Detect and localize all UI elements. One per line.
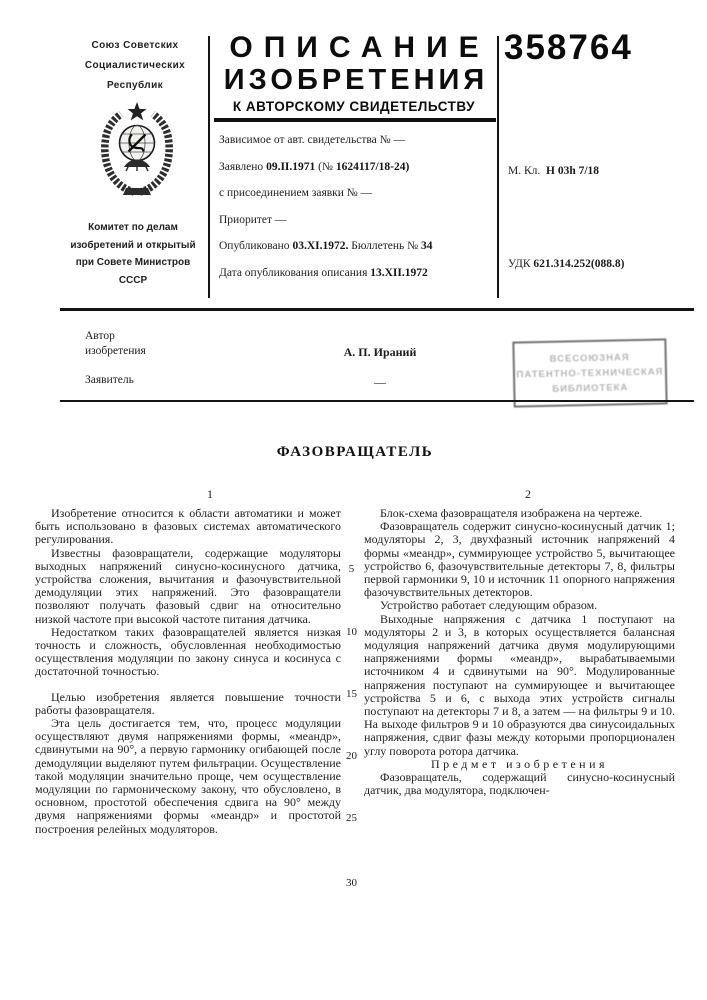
column-2-marker: 2 — [525, 487, 531, 501]
patent-number: 358764 — [504, 28, 633, 67]
gutter-line-number: 30 — [346, 877, 357, 889]
applicant-label: Заявитель — [85, 374, 134, 386]
paragraph: Целью изобретения является повышение точности работы фазовращателя. — [35, 689, 341, 717]
paragraph: Недостатком таких фазовращателей является низкая точность и сложность, обусловленная необходимостью осуществления модуляции по закону синуса и косинуса с достаточной точностью. — [35, 624, 341, 679]
gutter-line-number: 10 — [346, 626, 357, 638]
union-name — [50, 36, 220, 96]
committee-line: Комитет по делам — [88, 222, 178, 233]
horizontal-rule-top — [60, 308, 694, 311]
paragraph: Изобретение относится к области автоматики и может быть использовано в фазовых системах автоматического регулирования. — [35, 506, 341, 547]
committee-line: изобретений и открытый — [70, 239, 196, 251]
claims-heading: Предмет изобретения — [430, 756, 609, 771]
biblio-line-filed: Заявлено 09.II.1971 (№ 1624117/18-24) — [219, 160, 410, 173]
paragraph: Эта цель достигается тем, что, процесс модуляции осуществляют двумя напряжениями формы, «меандр», сдвинутыми на 90°, а первую гармонику огибающей после демодуляции выделяют путем фильтрации. Осуществление такой модуляции значительно проще, чем осуществление модуляции по гармоническому закону, что обусловлено, в основном, простотой обеспечения сдвига на 90° между двумя напряжениями формы «меандр» и простотой построения релейных модуляторов. — [35, 716, 341, 836]
stamp-line: БИБЛИОТЕКА — [552, 381, 629, 395]
ussr-coat-of-arms-icon — [95, 101, 179, 202]
invention-title: ФАЗОВРАЩАТЕЛЬ — [276, 444, 434, 460]
library-stamp — [512, 338, 667, 407]
biblio-line-joined-application: с присоединением заявки № — — [219, 187, 373, 199]
paragraph: Устройство работает следующим образом. — [380, 598, 598, 613]
committee-line: СССР — [118, 274, 148, 286]
committee-line: при Совете Министров — [75, 257, 191, 268]
claims-paragraph: Фазовращатель, содержащий синусно-косинусный датчик, два модулятора, подключен- — [364, 770, 675, 798]
bibliographic-block — [219, 134, 491, 293]
document-type-word-1: ОПИСАНИЕ — [229, 31, 490, 64]
paragraph: Фазовращатель содержит синусно-косинусный датчик 1; модуляторы 2, 3, двухфазный источник напряжений 4 формы «меандр», суммирующее устройство 5, вычитающее устройство 6, фазочувствительные детекторы 7, 8, фильтры первой гармоники 9, 10 и источник 11 опорного напряжения фазочувствительных детекторов. — [364, 519, 675, 600]
gutter-line-number: 5 — [348, 563, 355, 575]
document-type-word-2: ИЗОБРЕТЕНИЯ — [223, 64, 489, 96]
body-column-right — [364, 507, 675, 797]
stamp-line: ПАТЕНТНО-ТЕХНИЧЕСКАЯ — [516, 365, 664, 381]
document-subtitle: К АВТОРСКОМУ СВИДЕТЕЛЬСТВУ — [232, 99, 476, 114]
body-column-left — [35, 507, 341, 836]
union-name-line: Республик — [106, 80, 164, 91]
union-name-line: Социалистических — [84, 60, 186, 71]
udc-code: УДК 621.314.252(088.8) — [508, 258, 625, 270]
classification-code: М. Кл. Н 03h 7/18 — [508, 165, 600, 177]
column-1-marker: 1 — [207, 487, 213, 501]
subtitle-underline — [214, 118, 496, 122]
applicant-value: — — [374, 375, 386, 389]
biblio-line-published: Опубликовано 03.XI.1972. Бюллетень № 34 — [219, 240, 433, 252]
paragraph: Блок-схема фазовращателя изображена на чертеже. — [380, 506, 643, 520]
vertical-divider — [497, 36, 499, 298]
biblio-line-description-date: Дата опубликования описания 13.XII.1972 — [219, 266, 428, 279]
author-name: А. П. Ираний — [343, 345, 417, 359]
gutter-line-number: 15 — [346, 688, 357, 700]
biblio-line-priority: Приоритет — — [219, 213, 287, 226]
vertical-divider — [208, 36, 210, 298]
biblio-line-dependent: Зависимое от авт. свидетельства № — — [219, 134, 406, 146]
gutter-line-number: 20 — [346, 750, 357, 762]
union-name-line: Союз Советских — [91, 40, 179, 51]
committee-name — [38, 219, 228, 289]
gutter-line-number: 25 — [346, 812, 357, 824]
paragraph: Известны фазовращатели, содержащие модуляторы выходных напряжений синусно-косинусного датчика, устройства сложения, вычитания и фазочувствительной демодуляции этих напряжений. Это фазовращатели позволяют получать фазовый сдвиг на относительно низкой частоте при высокой частоте питания датчика. — [35, 545, 341, 626]
horizontal-rule-bottom — [60, 400, 694, 402]
stamp-line: ВСЕСОЮЗНАЯ — [549, 351, 630, 365]
author-label: Автор изобретения — [85, 330, 146, 357]
paragraph: Выходные напряжения с датчика 1 поступают на модуляторы 2 и 3, в которых осуществляется балансная модуляция напряжений датчика двумя модулирующими напряжениями формы «меандр», вырабатываемыми источником 4 и сдвинутыми на 90°. Модулированные напряжения поступают на суммирующее и вычитающее устройства 5 и 6, с выхода этих устройств сигналы поступают на детекторы 7 и 8, а затем — на фильтры 9 и 10. На выходе фильтров 9 и 10 образуются два синусоидальных напряжения, сдвиг фазы между которыми пропорционален углу поворота ротора датчика. — [364, 611, 675, 758]
